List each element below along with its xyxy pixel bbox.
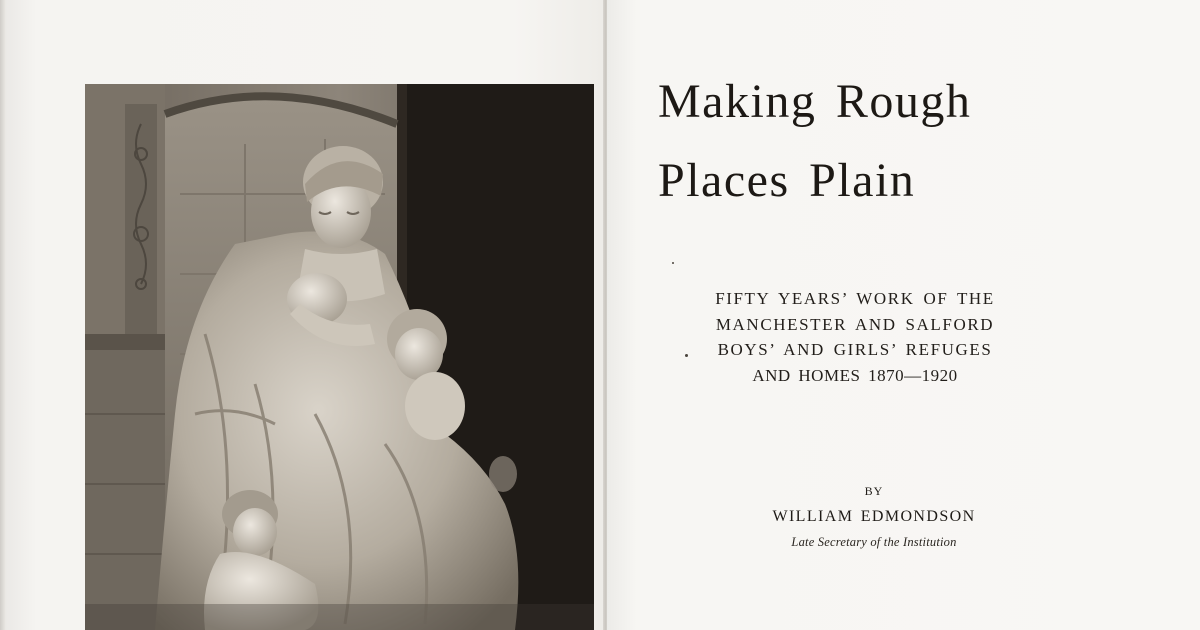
book-title (658, 62, 1178, 220)
book-subtitle (640, 286, 1070, 388)
author-role: Late Secretary of the Institution (791, 535, 957, 549)
author-name: WILLIAM EDMONDSON (772, 508, 976, 525)
page-edge (0, 0, 6, 630)
paper-speck (672, 262, 674, 264)
subtitle-line: BOYS’ AND GIRLS’ REFUGES (717, 340, 993, 359)
subtitle-line: MANCHESTER AND SALFORD (715, 314, 995, 334)
subtitle-line: FIFTY YEARS’ WORK OF THE (715, 289, 995, 308)
paper-speck (685, 354, 688, 357)
byline-label: BY (864, 484, 884, 498)
title-line: Making Rough (658, 75, 972, 128)
title-line: Places Plain (658, 154, 916, 207)
subtitle-line: AND HOMES 1870—1920 (752, 365, 958, 385)
frontispiece-photograph (85, 84, 594, 630)
